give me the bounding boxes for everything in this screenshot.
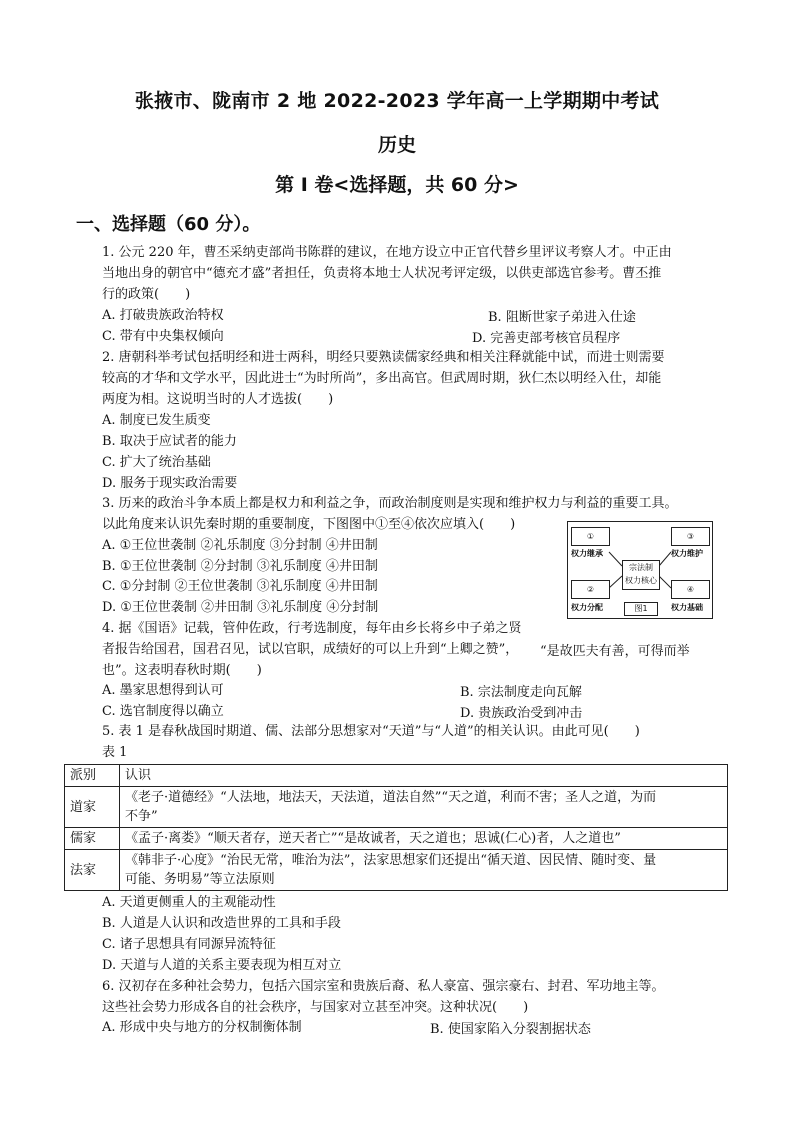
arrow-line-2 [609,576,622,588]
q3-option-a: A. ①王位世袭制 ②礼乐制度 ③分封制 ④井田制 [102,538,378,553]
school-daoist: 道家 [65,787,120,828]
q1-option-a: A. 打破贵族政治特权 [102,308,224,323]
q6-option-b: B. 使国家陷入分裂割据状态 [430,1022,591,1037]
exam-title: 张掖市、陇南市 2 地 2022-2023 学年高一上学期期中考试 [134,90,660,112]
q4-option-a: A. 墨家思想得到认可 [102,683,224,698]
figure-caption: 图1 [624,602,658,616]
q3-option-c: C. ①分封制 ②王位世袭制 ③礼乐制度 ④井田制 [102,579,378,594]
q5-option-b: B. 人道是人认识和改造世界的工具和手段 [102,916,341,931]
q4-line-3: 也”。这表明春秋时期( ) [102,663,262,678]
q6-line-1: 6. 汉初存在多种社会势力，包括六国宗室和贵族后裔、私人豪富、强宗豪右、封君、军功地主等。 [102,979,665,994]
q3-line-1: 3. 历来的政治斗争本质上都是权力和利益之争，而政治制度则是实现和维护权力与利益的重要工具。 [102,496,678,511]
label-power-maintain: 权力维护 [671,549,703,558]
q4-line-2b: “是故匹夫有善，可得而举 [540,644,690,659]
q6-line-2: 这些社会势力形成各自的社会秩序，与国家对立甚至冲突。这种状况( ) [102,1000,529,1015]
view-legalist [120,850,728,891]
q2-option-b: B. 取决于应试者的能力 [102,434,237,449]
q2-line-1: 2. 唐朝科举考试包括明经和进士两科，明经只要熟读儒家经典和相关注释就能中试，而进士则需要 [102,350,665,365]
table-header-row [65,765,728,787]
table-caption: 表 1 [102,745,128,760]
arrow-line-4 [659,576,671,588]
table-row [65,850,728,891]
center-bottom-label: 权力核心 [625,576,657,585]
table-row [65,787,728,828]
q3-line-2: 以此角度来认识先秦时期的重要制度，下图图中①至④依次应填入( ) [102,517,516,532]
label-power-distribute: 权力分配 [571,603,603,612]
table-row [65,828,728,850]
label-power-basis: 权力基础 [671,603,703,612]
header-school: 派别 [65,765,120,787]
q4-option-d: D. 贵族政治受到冲击 [460,706,583,721]
view-legalist-line-2: 可能、务明易”等立法原则 [125,872,275,887]
q5-option-a: A. 天道更侧重人的主观能动性 [102,895,276,910]
q3-option-b: B. ①王位世袭制 ②分封制 ③礼乐制度 ④井田制 [102,559,378,574]
q1-option-b: B. 阻断世家子弟进入仕途 [488,310,636,325]
header-view: 认识 [120,765,728,787]
q1-option-d: D. 完善吏部考核官员程序 [472,331,621,346]
school-confucian: 儒家 [65,828,120,850]
volume-title: 第 I 卷<选择题，共 60 分> [275,174,519,196]
view-daoist-line-1: 《老子·道德经》“人法地，地法天，天法道，道法自然”“天之道，利而不害；圣人之道，为而 [125,790,657,805]
diagram-slot-1: ① [571,527,610,546]
diagram-slot-3: ③ [671,527,710,546]
q2-option-d: D. 服务于现实政治需要 [102,476,238,491]
power-diagram [567,521,713,619]
q1-line-3: 行的政策( ) [102,287,191,302]
q4-line-1: 4. 据《国语》记载，管仲佐政，行考选制度，每年由乡长将乡中子弟之贤 [102,621,522,636]
q2-line-3: 两度为相。这说明当时的人才选拔( ) [102,392,334,407]
q3-option-d: D. ①王位世袭制 ②井田制 ③礼乐制度 ④分封制 [102,600,379,615]
q4-line-2a: 者报告给国君，国君召见，试以官职，成绩好的可以上升到“上卿之赞”， [102,642,519,657]
diagram-slot-2: ② [571,580,610,599]
arrow-line-3 [659,552,671,566]
section-heading: 一、选择题（60 分）。 [76,214,261,235]
q1-option-c: C. 带有中央集权倾向 [102,329,224,344]
q5-option-c: C. 诸子思想具有同源异流特征 [102,937,276,952]
view-confucian: 《孟子·离娄》“顺天者存，逆天者亡”“是故诚者，天之道也；思诚(仁心)者，人之道也” [120,828,728,850]
view-legalist-line-1: 《韩非子·心度》“治民无常，唯治为法”，法家思想家们还提出“循天道、因民情、随时变、量 [125,853,657,868]
school-legalist: 法家 [65,850,120,891]
thought-table [64,764,728,891]
q1-line-1: 1. 公元 220 年，曹丕采纳吏部尚书陈群的建议，在地方设立中正官代替乡里评议考察人才。中正由 [102,245,672,260]
q2-line-2: 较高的才华和文学水平，因此进士“为时所尚”，多出高官。但武周时期，狄仁杰以明经入仕，却能 [102,371,662,386]
subject-title: 历史 [377,134,416,156]
view-daoist [120,787,728,828]
diagram-slot-4: ④ [671,580,710,599]
view-daoist-line-2: 不争” [125,809,158,824]
arrow-line-1 [609,552,622,566]
q5-option-d: D. 天道与人道的关系主要表现为相互对立 [102,958,342,973]
q2-option-a: A. 制度已发生质变 [102,413,211,428]
q5-line-1: 5. 表 1 是春秋战国时期道、儒、法部分思想家对“天道”与“人道”的相关认识。由此可见( ) [102,724,640,739]
q2-option-c: C. 扩大了统治基础 [102,455,211,470]
diagram-center [622,560,660,590]
q1-line-2: 当地出身的朝官中“德充才盛”者担任，负责将本地士人状况考评定级，以供吏部选官参考。曹丕推 [102,266,662,281]
q4-option-b: B. 宗法制度走向瓦解 [460,685,582,700]
q4-option-c: C. 选官制度得以确立 [102,704,224,719]
q6-option-a: A. 形成中央与地方的分权制衡体制 [102,1020,302,1035]
label-power-inherit: 权力继承 [571,549,603,558]
center-top-label: 宗法制 [629,563,653,572]
